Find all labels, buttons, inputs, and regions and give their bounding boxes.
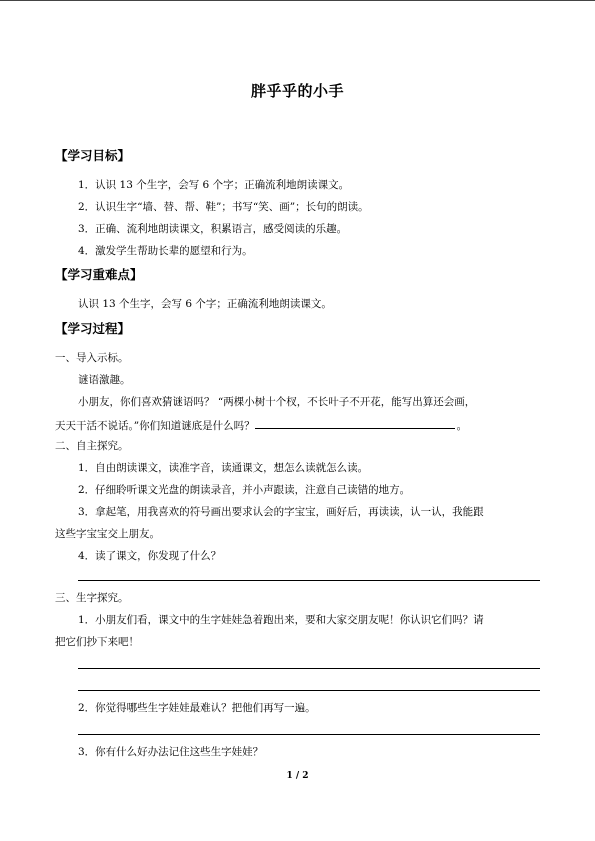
riddle-line-2 [55, 417, 467, 433]
goals-heading: 【学习目标】 [55, 148, 131, 163]
goal-item-1: 1．认识 13 个生字，会写 6 个字；正确流利地朗读课文。 [78, 179, 350, 191]
answer-line-discovery[interactable] [78, 580, 540, 581]
keypoints-text: 认识 13 个生字，会写 6 个字；正确流利地朗读课文。 [78, 298, 332, 310]
part3-item-2: 2．你觉得哪些生字娃娃最难认？把他们再写一遍。 [78, 702, 316, 714]
riddle-answer-blank[interactable] [255, 417, 455, 429]
page-title: 胖乎乎的小手 [250, 82, 344, 100]
part3-item-3: 3．你有什么好办法记住这些生字娃娃？ [78, 746, 264, 758]
part3-item-1-line-2: 把它们抄下来吧！ [55, 636, 139, 648]
riddle-end: 。 [456, 420, 468, 432]
part3-title: 三、生字探究。 [55, 592, 129, 604]
part2-item-3-line-2: 这些字宝宝交上朋友。 [55, 528, 160, 540]
answer-line-copy-2[interactable] [78, 690, 540, 691]
top-border [0, 0, 595, 1]
riddle-line-1: 小朋友，你们喜欢猜谜语吗？ “两棵小树十个杈，不长叶子不开花，能写出算还会画， [78, 396, 476, 408]
part1-title: 一、导入示标。 [55, 352, 129, 364]
keypoints-heading: 【学习重难点】 [55, 267, 143, 282]
page-number: 1 / 2 [286, 771, 309, 781]
goal-item-3: 3．正确、流利地朗读课文，积累语言，感受阅读的乐趣。 [78, 223, 348, 235]
answer-line-copy-1[interactable] [78, 668, 540, 669]
riddle-question: 天天干活不说话。”你们知道谜底是什么吗？ [55, 420, 255, 432]
part2-item-2: 2．仔细聆听课文光盘的朗读录音，并小声跟读，注意自己读错的地方。 [78, 484, 411, 496]
part2-item-1: 1．自由朗读课文，读准字音，读通课文，想怎么读就怎么读。 [78, 462, 369, 474]
goal-item-4: 4．激发学生帮助长辈的愿望和行为。 [78, 245, 253, 257]
part3-item-1-line-1: 1．小朋友们看，课文中的生字娃娃急着跑出来，要和大家交朋友呢！你认识它们吗？请 [78, 614, 484, 626]
answer-line-rewrite[interactable] [78, 734, 540, 735]
process-heading: 【学习过程】 [55, 321, 131, 336]
part1-sub: 谜语激趣。 [78, 374, 131, 386]
part2-item-3-line-1: 3．拿起笔，用我喜欢的符号画出要求认会的字宝宝，画好后，再读读，认一认，我能跟 [78, 506, 484, 518]
part2-title: 二、自主探究。 [55, 440, 129, 452]
part2-item-4: 4．读了课文，你发现了什么？ [78, 550, 222, 562]
goal-item-2: 2．认识生字“墙、替、帮、鞋”；书写“笑、画”；长句的朗读。 [78, 201, 369, 213]
